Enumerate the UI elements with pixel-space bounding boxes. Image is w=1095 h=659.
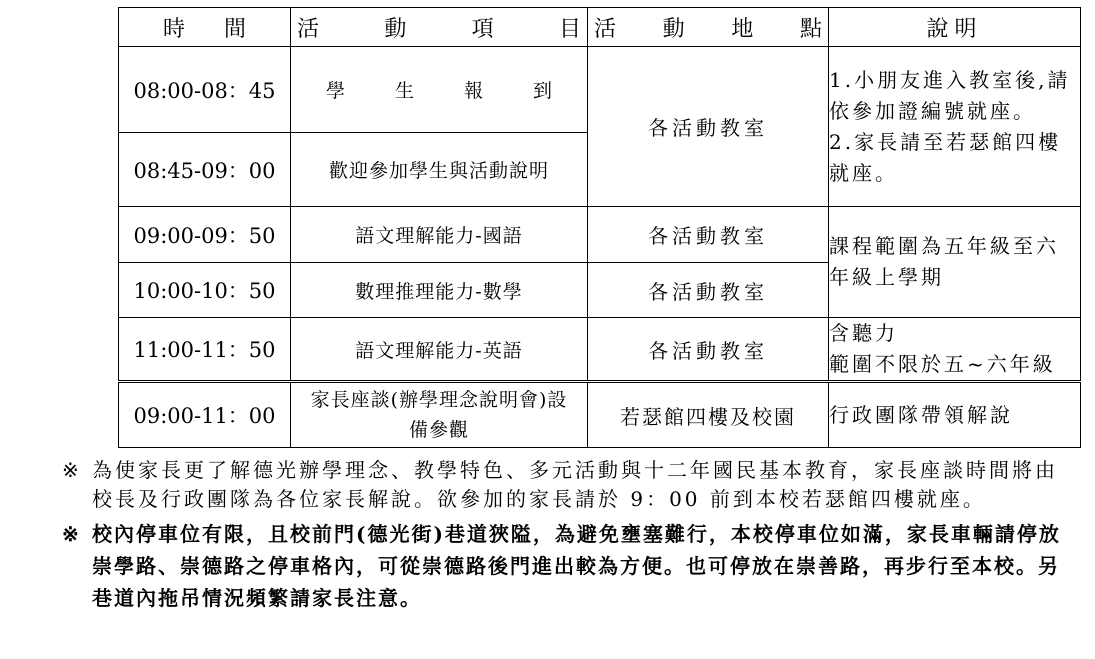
note-text: 校內停車位有限，且校前門(德光街)巷道狹隘，為避免壅塞難行，本校停車位如滿，家長車輛請停放崇學路、崇德路之停車格內，可從崇德路後門進出較為方便。也可停放在崇善路，再步行至本校。另巷道內拖吊情況頻繁請家長注意。 (92, 522, 1061, 610)
activity-cell: 語文理解能力-國語 (291, 207, 588, 263)
location-cell: 各活動教室 (588, 318, 829, 382)
note-text: 為使家長更了解德光辦學理念、教學特色、多元活動與十二年國民基本教育，家長座談時間將由校長及行政團隊為各位家長解說。欲參加的家長請於 9：00 前到本校若瑟館四樓就座。 (92, 458, 1058, 511)
header-location: 活 動 地 點 (588, 8, 829, 47)
note-paragraph (62, 518, 1062, 614)
description-line: 1.小朋友進入教室後,請依參加證編號就座。 (829, 67, 1071, 123)
table-header-row (119, 8, 1081, 47)
location-cell: 若瑟館四樓及校園 (588, 382, 829, 448)
note-paragraph (62, 456, 1062, 514)
description-cell (829, 318, 1081, 382)
header-activity: 活 動 項 目 (291, 8, 588, 47)
reference-mark-icon: ※ (62, 522, 81, 546)
header-description: 說明 (829, 8, 1081, 47)
description-cell (829, 47, 1081, 207)
activity-cell: 家長座談(辦學理念說明會)設備參觀 (291, 382, 588, 448)
time-cell: 08:00-08：45 (119, 47, 291, 133)
description-line: 範圍不限於五~六年級 (829, 352, 1056, 376)
activity-cell: 數理推理能力-數學 (291, 263, 588, 318)
time-cell: 08:45-09：00 (119, 133, 291, 207)
activity-cell: 學 生 報 到 (291, 47, 588, 133)
location-cell: 各活動教室 (588, 207, 829, 263)
time-cell: 09:00-11：00 (119, 382, 291, 448)
description-cell: 行政團隊帶領解說 (829, 382, 1081, 448)
reference-mark-icon: ※ (62, 458, 82, 482)
description-line: 2.家長請至若瑟館四樓就座。 (829, 129, 1062, 185)
activity-cell: 歡迎參加學生與活動說明 (291, 133, 588, 207)
notes-section (62, 456, 1062, 618)
schedule-table (118, 7, 1081, 448)
table-row (119, 207, 1081, 263)
location-cell: 各活動教室 (588, 263, 829, 318)
description-line: 含聽力 (829, 321, 898, 345)
time-cell: 09:00-09：50 (119, 207, 291, 263)
time-cell: 10:00-10：50 (119, 263, 291, 318)
time-cell: 11:00-11：50 (119, 318, 291, 382)
description-cell: 課程範圍為五年級至六年級上學期 (829, 207, 1081, 318)
table-row (119, 318, 1081, 382)
activity-cell: 語文理解能力-英語 (291, 318, 588, 382)
location-cell: 各活動教室 (588, 47, 829, 207)
table-row (119, 382, 1081, 448)
header-time: 時 間 (119, 8, 291, 47)
table-row (119, 47, 1081, 133)
